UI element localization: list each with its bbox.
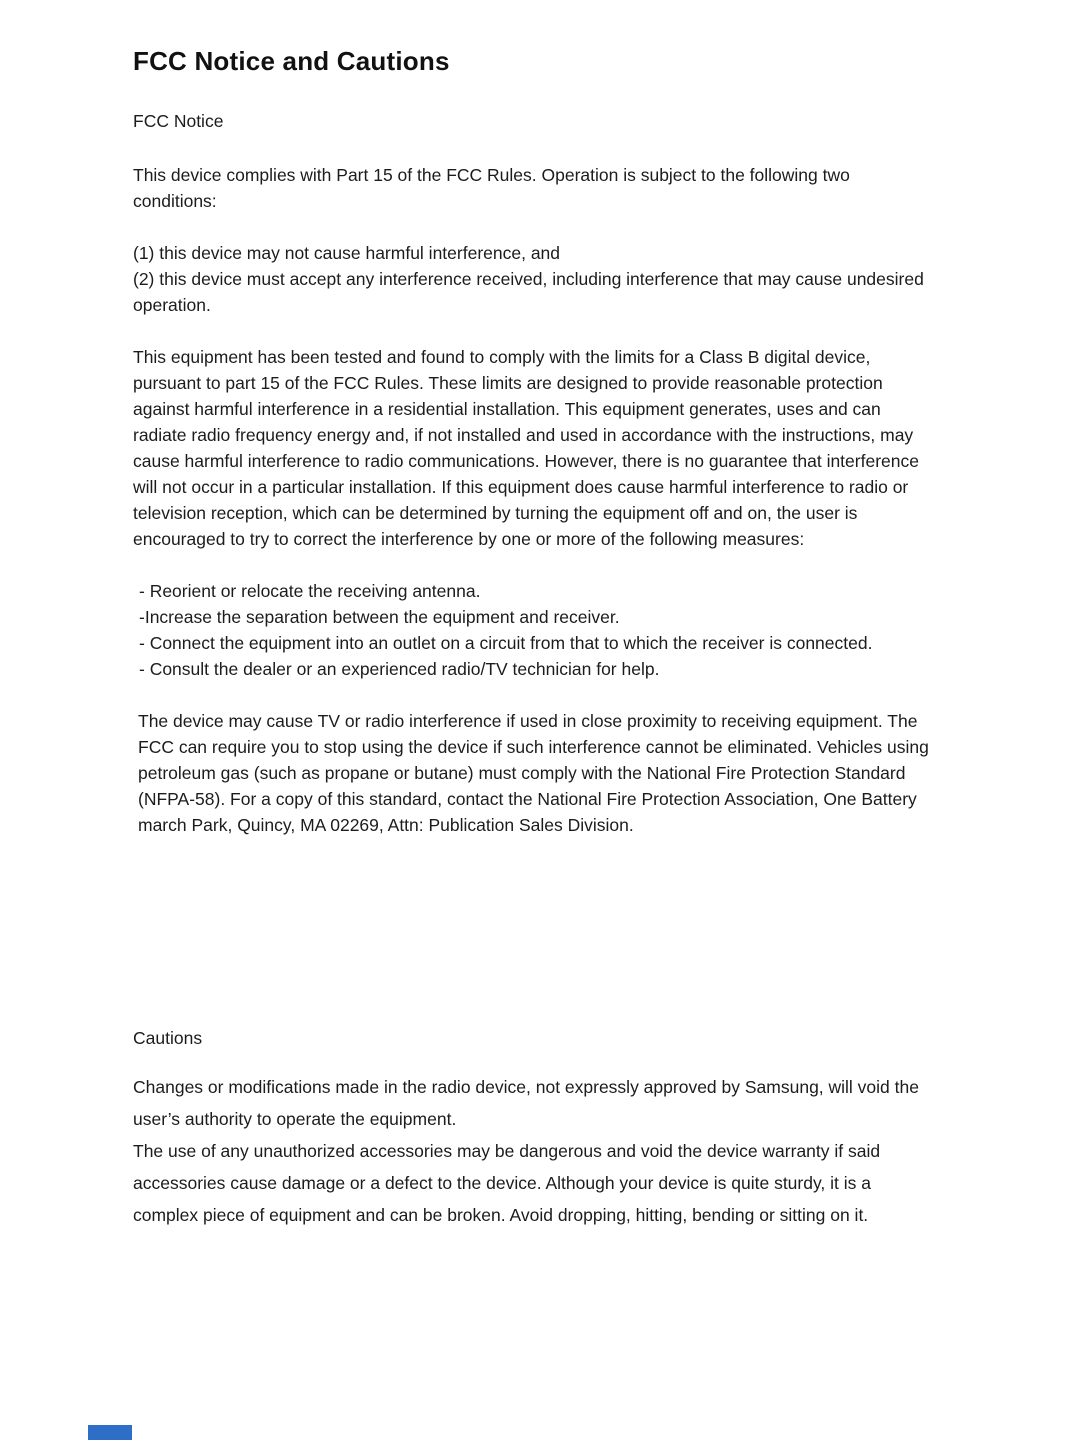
condition-2: (2) this device must accept any interference received, including interference that may cause undesired operation. bbox=[133, 269, 924, 315]
measure-item: - Reorient or relocate the receiving antenna. bbox=[139, 581, 481, 601]
fcc-conditions-paragraph bbox=[133, 240, 933, 318]
fcc-notice-heading: FCC Notice bbox=[133, 111, 224, 131]
cautions-paragraph-2: The use of any unauthorized accessories may be dangerous and void the device warranty if said accessories cause damage or a defect to the device. Although your device is quite sturdy, it is a complex piece of equipment and can be broken. Avoid dropping, hitting, bending or sitting on it. bbox=[133, 1141, 881, 1225]
page-edge-accent-mark bbox=[88, 1425, 132, 1440]
cautions-heading: Cautions bbox=[133, 1028, 203, 1048]
fcc-measures-list bbox=[139, 578, 933, 682]
fcc-class-b-paragraph: This equipment has been tested and found to comply with the limits for a Class B digital device, pursuant to part 15 of the FCC Rules. These limits are designed to provide reasonable protection against harmful interference in a residential installation. This equipment generates, uses and can radiate radio frequency energy and, if not installed and used in accordance with the instructions, may cause harmful interference to radio communications. However, there is no guarantee that interference will not occur in a particular installation. If this equipment does cause harmful interference to radio or television reception, which can be determined by turning the equipment off and on, the user is encouraged to try to correct the interference by one or more of the following measures: bbox=[133, 347, 919, 549]
cautions-paragraph-1: Changes or modifications made in the radio device, not expressly approved by Samsung, will void the user’s authority to operate the equipment. bbox=[133, 1077, 919, 1129]
measure-item: -Increase the separation between the equipment and receiver. bbox=[139, 607, 620, 627]
measure-item: - Connect the equipment into an outlet on a circuit from that to which the receiver is connected. bbox=[139, 633, 873, 653]
fcc-proximity-paragraph: The device may cause TV or radio interference if used in close proximity to receiving equipment. The FCC can require you to stop using the device if such interference cannot be eliminated. Vehicles using petroleum gas (such as propane or butane) must comply with the National Fire Protection Standard (NFPA-58). For a copy of this standard, contact the National Fire Protection Association, One Battery march Park, Quincy, MA 02269, Attn: Publication Sales Division. bbox=[138, 711, 929, 835]
condition-1: (1) this device may not cause harmful interference, and bbox=[133, 243, 561, 263]
document-content bbox=[133, 46, 933, 1231]
measure-item: - Consult the dealer or an experienced radio/TV technician for help. bbox=[139, 659, 660, 679]
cautions-section bbox=[133, 1028, 933, 1231]
fcc-intro-paragraph: This device complies with Part 15 of the FCC Rules. Operation is subject to the following two conditions: bbox=[133, 165, 850, 211]
page-title: FCC Notice and Cautions bbox=[133, 46, 450, 76]
